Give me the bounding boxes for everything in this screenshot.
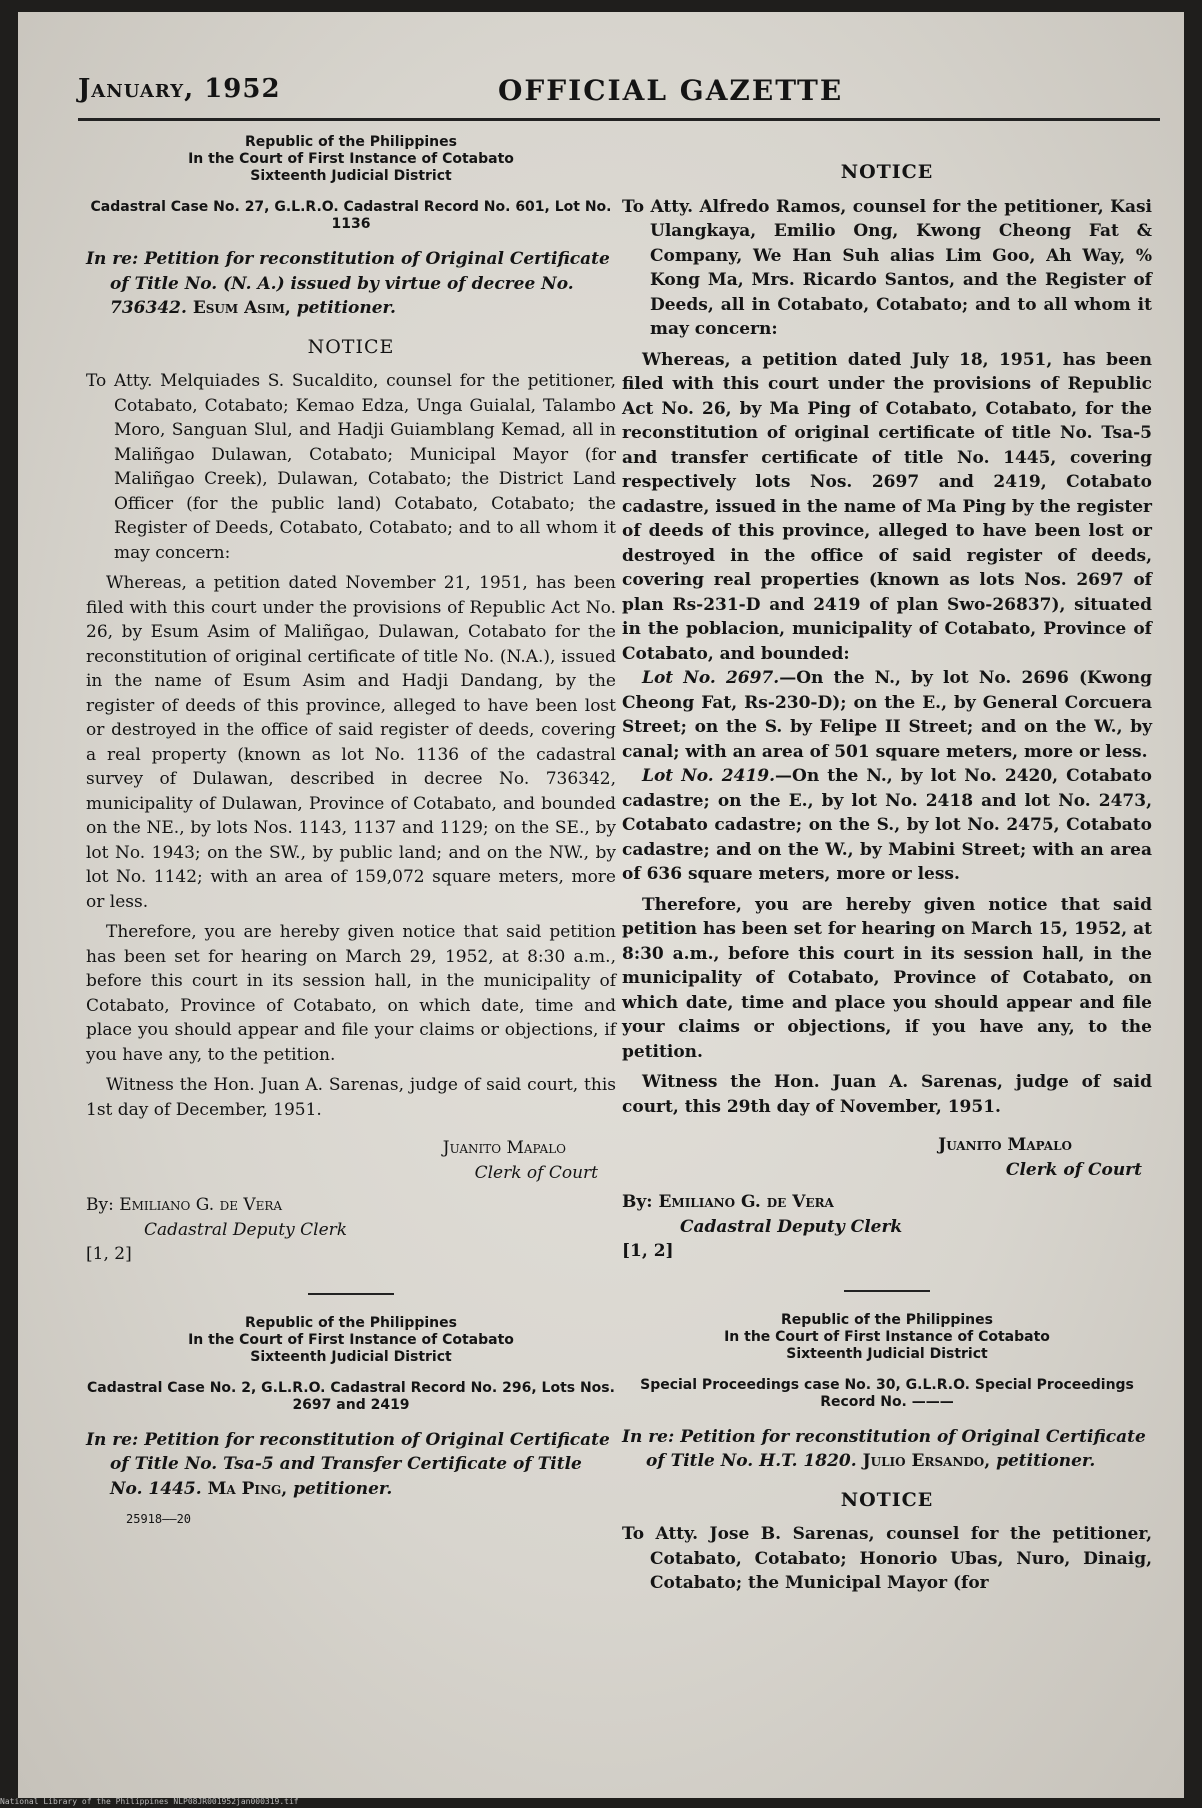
case-number: Special Proceedings case No. 30, G.L.R.O. Special Proceedings Record No. ——— — [640, 1376, 1134, 1410]
in-re-text: In re: Petition for reconstitution of Original Certificate of Title No. Tsa-5 and Transfer Certificate of Title No. 1445. — [86, 1429, 610, 1499]
lot-description — [622, 666, 1152, 764]
notice-heading: NOTICE — [307, 335, 395, 358]
caption-line: Republic of the Philippines — [245, 134, 457, 150]
caption-line: Sixteenth Judicial District — [786, 1345, 988, 1362]
page-header — [78, 74, 1158, 118]
by-label: By: — [622, 1192, 653, 1212]
therefore-paragraph: Therefore, you are hereby given notice that said petition has been set for hearing on March 29, 1952, at 8:30 a.m., before this court in its session hall, in the municipality of Cotabato, Province of Cotabato, on which date, time and place you should appear and file your claims or objections, if you have any, to the petition. — [86, 922, 616, 1065]
notice-heading: NOTICE — [840, 1488, 934, 1511]
issue-mark: [1, 2] — [622, 1241, 674, 1261]
notice-addressees: To Atty. Alfredo Ramos, counsel for the petitioner, Kasi Ulangkaya, Emilio Ong, Kwong Cheong Fat & Company, We Han Suh alias Lim Goo, Ah Way, % Kong Ma, Mrs. Ricardo Santos, and the Register of Deeds, all in Cotabato, Cotabato; and to all whom it may concern: — [622, 196, 1152, 339]
left-column — [86, 134, 616, 1532]
petitioner-name: Julio Ersando, — [862, 1451, 991, 1471]
caption-line: Republic of the Philippines — [245, 1314, 457, 1331]
clerk-title: Clerk of Court — [1005, 1159, 1142, 1180]
court-caption — [86, 134, 616, 185]
petitioner-name: Ma Ping, — [207, 1478, 288, 1499]
lot-text: —On the N., by lot No. 2420, Cotabato cadastre; on the E., by lot No. 2418 and lot No. 2473, Cotabato cadastre; on the S., by lot No. 2475, Cotabato cadastre; and on the W., by Mabini Street; with an area of 636 square meters, more or less. — [622, 766, 1153, 884]
in-re-heading — [622, 1425, 1152, 1474]
witness-paragraph: Witness the Hon. Juan A. Sarenas, judge of said court, this 1st day of December, 1951. — [86, 1075, 616, 1120]
notice-heading: NOTICE — [840, 161, 934, 183]
therefore-paragraph: Therefore, you are hereby given notice that said petition has been set for hearing on March 15, 1952, at 8:30 a.m., before this court in its session hall, in the municipality of Cotabato, Province of Cotabato, on which date, time and place you should appear and file your claims or objections, if you have any, to the petition. — [622, 894, 1152, 1062]
petitioner-label: petitioner. — [296, 298, 396, 318]
in-re-heading — [86, 1428, 616, 1502]
in-re-text: In re: Petition for reconstitution of Original Certificate of Title No. H.T. 1820. — [622, 1426, 1146, 1471]
whereas-paragraph: Whereas, a petition dated July 18, 1951, has been filed with this court under the provisions of Republic Act No. 26, by Ma Ping of Cotabato, Cotabato, for the reconstitution of original certificate of title No. Tsa-5 and transfer certificate of title No. 1445, covering respectively lots Nos. 2697 and 2419, Cotabato cadastre, issued in the name of Ma Ping by the register of deeds of this province, alleged to have been lost or destroyed in the office of said register of deeds, covering real properties (known as lots Nos. 2697 of plan Rs-231-D and 2419 of plan Swo-26837), situated in the poblacion, municipality of Cotabato, Province of Cotabato, and bounded: — [622, 349, 1152, 664]
case-number: Cadastral Case No. 27, G.L.R.O. Cadastral Record No. 601, Lot No. 1136 — [90, 199, 612, 232]
caption-line: In the Court of First Instance of Cotabato — [188, 151, 514, 167]
section-divider — [844, 1290, 930, 1292]
scan-footer: National Library of the Philippines NLP08JR001952jan000319.tif — [0, 1797, 299, 1806]
caption-line: Sixteenth Judicial District — [250, 168, 452, 184]
lot-description — [622, 764, 1152, 887]
right-column — [622, 160, 1152, 1596]
gazette-page — [18, 12, 1184, 1798]
by-label: By: — [86, 1195, 114, 1215]
header-rule — [78, 118, 1160, 121]
notice-addressees: To Atty. Melquiades S. Sucaldito, counsel for the petitioner, Cotabato, Cotabato; Kemao Edza, Unga Guialal, Talambo Moro, Sanguan Slul, and Hadji Guiamblang Kemad, all in Maliñgao Dulawan, Cotabato; Municipal Mayor (for Maliñgao Creek), Dulawan, Cotabato; the District Land Officer (for the public land) Cotabato, Cotabato; the Register of Deeds, Cotabato, Cotabato; and to all whom it may concern: — [86, 371, 616, 563]
petitioner-label: petitioner. — [293, 1478, 393, 1499]
in-re-heading — [86, 247, 616, 321]
deputy-name: Emiliano G. de Vera — [119, 1195, 283, 1215]
clerk-title: Clerk of Court — [474, 1162, 598, 1183]
petitioner-name: Esum Asim, — [192, 298, 291, 318]
section-divider — [308, 1293, 394, 1295]
court-caption — [86, 1315, 616, 1366]
clerk-name: Juanito Mapalo — [442, 1138, 566, 1158]
caption-line: In the Court of First Instance of Cotabato — [188, 1331, 514, 1348]
lot-text: —On the N., by lot No. 2696 (Kwong Cheong Fat, Rs-230-D); on the E., by General Corcuera Street; on the S. by Felipe II Street; and on the W., by canal; with an area of 501 square meters, more or less. — [622, 668, 1152, 762]
petitioner-label: petitioner. — [996, 1451, 1096, 1471]
header-title: OFFICIAL GAZETTE — [498, 74, 844, 107]
deputy-line — [622, 1190, 1152, 1215]
notice-addressees: To Atty. Jose B. Sarenas, counsel for the petitioner, Cotabato, Cotabato; Honorio Ubas, Nuro, Dinaig, Cotabato; the Municipal Mayor (for — [622, 1524, 1152, 1593]
whereas-paragraph: Whereas, a petition dated November 21, 1951, has been filed with this court under the provisions of Republic Act No. 26, by Esum Asim of Maliñgao, Dulawan, Cotabato for the reconstitution of original certificate of title No. (N.A.), issued in the name of Esum Asim and Hadji Dandang, by the register of deeds of this province, alleged to have been lost or destroyed in the office of said register of deeds, covering a real property (known as lot No. 1136 of the cadastral survey of Dulawan, described in decree No. 736342, municipality of Dulawan, Province of Cotabato, and bounded on the NE., by lots Nos. 1143, 1137 and 1129; on the SE., by lot No. 1943; on the SW., by public land; and on the NW., by lot No. 1142; with an area of 159,072 square meters, more or less. — [86, 573, 616, 912]
header-date: January, 1952 — [78, 74, 281, 104]
deputy-line — [86, 1193, 616, 1218]
print-number: 25918——20 — [126, 1512, 192, 1526]
lot-label: Lot No. 2419. — [642, 766, 776, 786]
caption-line: In the Court of First Instance of Cotabato — [724, 1328, 1050, 1345]
lot-label: Lot No. 2697. — [642, 668, 780, 688]
court-caption — [622, 1312, 1152, 1363]
caption-line: Republic of the Philippines — [781, 1311, 993, 1328]
issue-mark: [1, 2] — [86, 1244, 132, 1264]
deputy-title: Cadastral Deputy Clerk — [680, 1216, 903, 1237]
deputy-name: Emiliano G. de Vera — [658, 1192, 834, 1212]
caption-line: Sixteenth Judicial District — [250, 1348, 452, 1365]
case-number: Cadastral Case No. 2, G.L.R.O. Cadastral Record No. 296, Lots Nos. 2697 and 2419 — [87, 1379, 615, 1413]
in-re-text: In re: Petition for reconstitution of Original Certificate of Title No. (N. A.) issued by virtue of decree No. 736342. — [86, 249, 610, 318]
clerk-name: Juanito Mapalo — [938, 1135, 1072, 1155]
witness-paragraph: Witness the Hon. Juan A. Sarenas, judge of said court, this 29th day of November, 1951. — [622, 1072, 1152, 1117]
deputy-title: Cadastral Deputy Clerk — [144, 1219, 348, 1240]
